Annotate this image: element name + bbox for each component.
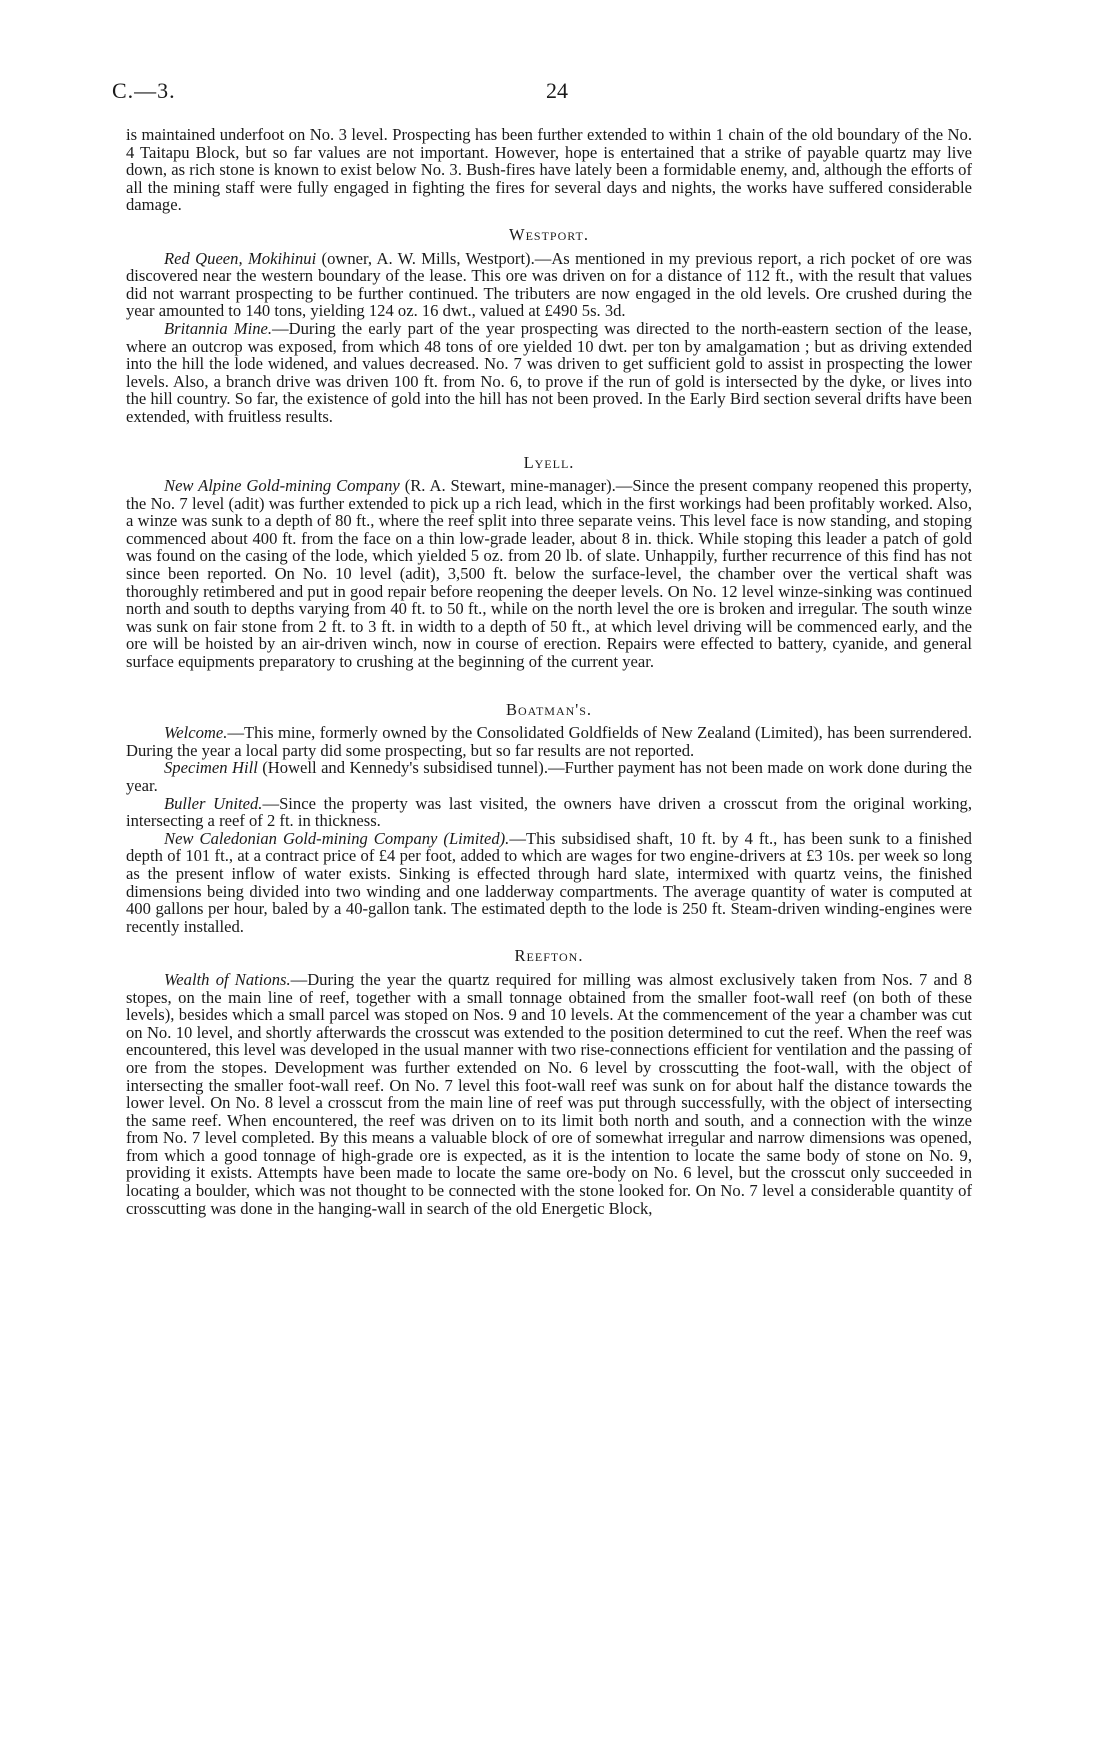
- heading-boatmans: Boatman's.: [505, 699, 593, 719]
- paragraph-text: —During the year the quartz required for milling was almost exclusively taken from Nos. 7 and 8 stopes, on the main line of reef, together with a small tonnage obtained from the smaller foot-wall reef (on both of these levels), besides which a small parcel was stoped on Nos. 9 and 10 levels. At the commencement of the year a chamber was cut on No. 10 level, and shortly afterwards the crosscut was extended to the position determined to cut the reef. When the reef was encountered, this level was developed in the usual manner with two rise-connections efficient for ventilation and the passing of ore from the stopes. Development was further extended on No. 6 level by crosscutting the foot-wall, with the object of intersecting the smaller foot-wall reef. On No. 7 level this foot-wall reef was sunk on for about half the distance towards the lower level. On No. 8 level a crosscut from the main line of reef was put through successfully, with the object of intersecting the same reef. When encountered, the reef was driven on to its limit both north and south, and a connection with the winze from No. 7 level completed. By this means a valuable block of ore of somewhat irregular and narrow dimensions was opened, from which a good tonnage of high-grade ore is expected, as it is the intention to locate the same body of stone on No. 9, providing it exists. Attempts have been made to locate the same ore-body on No. 6 level, but the crosscut only succeeded in locating a boulder, which was not thought to be connected with the stone looked for. On No. 7 level a considerable quantity of crosscutting was done in the hanging-wall in search of the old Energetic Block,: [126, 969, 973, 1218]
- heading-reefton: Reefton.: [514, 946, 584, 966]
- paragraph-title: Welcome.: [164, 723, 228, 743]
- document-code: C.—3.: [112, 78, 176, 103]
- document-body: [126, 126, 972, 1217]
- paragraph-welcome: [126, 724, 972, 759]
- paragraph-red-queen: [126, 250, 972, 320]
- paragraph-title: Red Queen, Mokihinui: [164, 248, 317, 268]
- paragraph-specimen-hill: [126, 759, 972, 794]
- intro-paragraph: is maintained underfoot on No. 3 level. Prospecting has been further extended to within 1 chain of the old boundary of the No. 4 Taitapu Block, but so far values are not important. However, hope is entertained that a strike of payable quartz may live down, as rich stone is known to exist below No. 3. Bush-fires have lately been a formidable enemy, and, although the efforts of all the mining staff were fully engaged in fighting the fires for several days and nights, the works have suffered considerable damage.: [126, 125, 972, 215]
- heading-westport: Westport.: [509, 224, 589, 244]
- paragraph-text: (R. A. Stewart, mine-manager).—Since the present company reopened this property, the No. 7 level (adit) was further extended to pick up a rich lead, which in the first workings had been profitably worked. Also, a winze was sunk to a depth of 80 ft., where the reef split into three separate veins. This level face is now standing, and stoping commenced about 400 ft. from the face on a thin low-grade leader, about 8 in. thick. While stoping this leader a patch of gold was found on the casing of the lode, which yielded 5 oz. from 20 lb. of slate. Unhappily, further recurrence of this find has not since been reported. On No. 10 level (adit), 3,500 ft. below the surface-level, the chamber over the vertical shaft was thoroughly retimbered and put in good repair before reopening the deeper levels. On No. 12 level winze-sinking was continued north and south to depths varying from 40 ft. to 50 ft., while on the north level the ore is broken and irregular. The south winze was sunk on fair stone from 2 ft. to 3 ft. in width to a depth of 50 ft., at which level driving will be commenced early, and the ore will be hoisted by an air-driven winch, now in course of erection. Repairs were effected to battery, cyanide, and general surface equipments preparatory to crushing at the beginning of the current year.: [126, 476, 972, 672]
- paragraph-title: Buller United.: [164, 793, 263, 813]
- paragraph-title: New Caledonian Gold-mining Company (Limited).: [164, 828, 510, 848]
- paragraph-britannia: [126, 320, 972, 426]
- paragraph-title: New Alpine Gold-mining Company: [164, 476, 400, 496]
- paragraph-text: —This subsidised shaft, 10 ft. by 4 ft., has been sunk to a finished depth of 101 ft., at a contract price of £4 per foot, added to which are wages for two engine-drivers at £3 10s. per week so long as the present inflow of water exists. Sinking is effected through hard slate, intermixed with quartz veins, the finished dimensions being divided into two winding and one ladderway compartments. The average quantity of water is computed at 400 gallons per hour, baled by a 40-gallon tank. The estimated depth to the lode is 250 ft. Steam-driven winding-engines were recently installed.: [126, 828, 972, 936]
- paragraph-text: —Since the property was last visited, the owners have driven a crosscut from the original working, intersecting a reef of 2 ft. in thickness.: [126, 793, 973, 831]
- paragraph-title: Wealth of Nations.: [164, 969, 291, 989]
- page-header: [0, 78, 1114, 110]
- paragraph-text: (Howell and Kennedy's subsidised tunnel).—Further payment has not been made on work done during the year.: [126, 758, 972, 795]
- page-number: 24: [546, 78, 568, 103]
- paragraph-text: —During the early part of the year prospecting was directed to the north-eastern section of the lease, where an outcrop was exposed, from which 48 tons of ore yielded 10 dwt. per ton by amalgamation ; but as driving extended into the hill the lode widened, and values decreased. No. 7 was driven to get sufficient gold to assist in prospecting the lower levels. Also, a branch drive was driven 100 ft. from No. 6, to prove if the run of gold is intersected by the dyke, or lives into the hill country. So far, the existence of gold into the hill has not been proved. In the Early Bird section several drifts have been extended, with fruitless results.: [126, 318, 972, 426]
- paragraph-text: —This mine, formerly owned by the Consolidated Goldfields of New Zealand (Limited), has been surrendered. During the year a local party did some prospecting, but so far results are not reported.: [126, 723, 972, 760]
- paragraph-new-caledonian: [126, 830, 972, 936]
- paragraph-text: (owner, A. W. Mills, Westport).—As mentioned in my previous report, a rich pocket of ore was discovered near the western boundary of the lease. This ore was driven on for a distance of 112 ft., with the result that values did not warrant prospecting to be further continued. The tributers are now engaged in the old levels. Ore crushed during the year amounted to 140 tons, yielding 124 oz. 16 dwt., valued at £490 5s. 3d.: [126, 248, 972, 321]
- paragraph-new-alpine: [126, 477, 972, 671]
- heading-lyell: Lyell.: [523, 452, 575, 472]
- paragraph-wealth-of-nations: [126, 971, 972, 1217]
- paragraph-title: Britannia Mine.: [164, 318, 273, 338]
- paragraph-buller-united: [126, 795, 972, 830]
- paragraph-title: Specimen Hill: [164, 758, 258, 778]
